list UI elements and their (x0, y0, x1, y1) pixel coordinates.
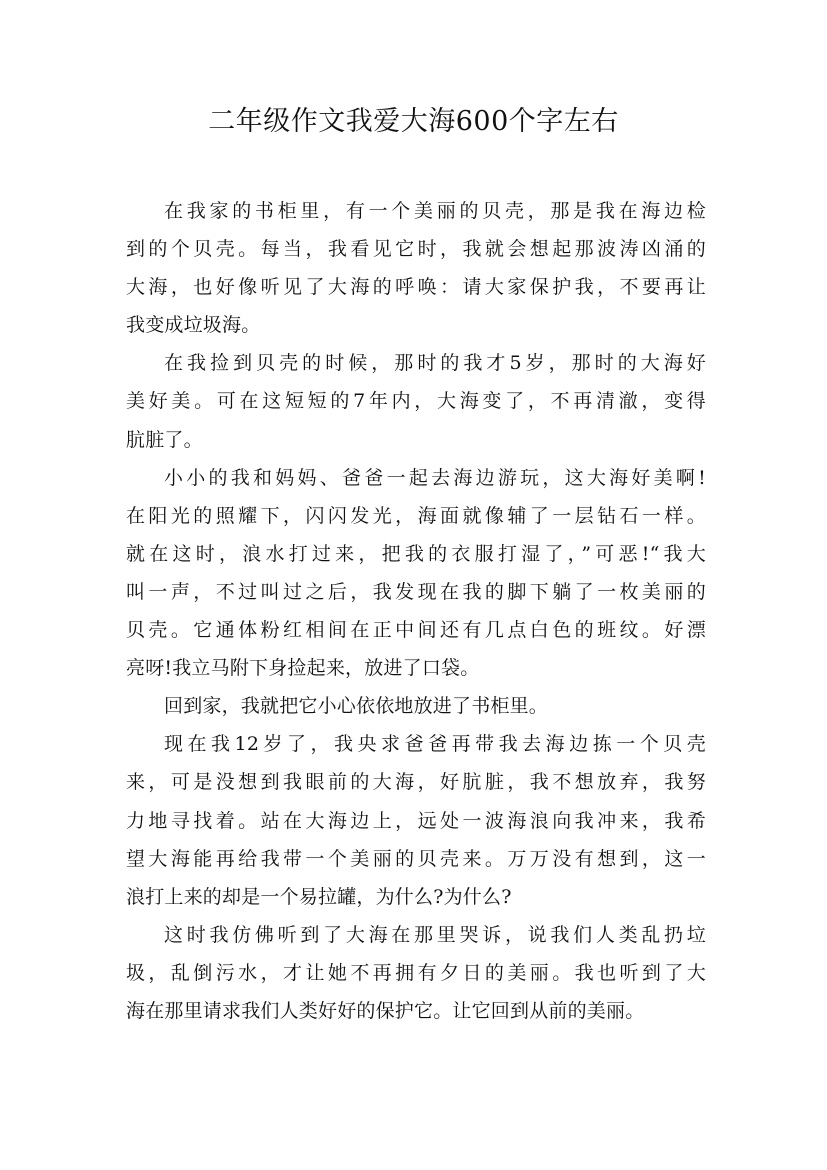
paragraph-line: 美好美。可在这短短的7年内，大海变了，不再清澈，变得 (126, 390, 706, 413)
paragraph-line: 现在我12岁了，我央求爸爸再带我去海边拣一个贝壳 (164, 733, 706, 756)
paragraph-line: 力地寻找着。站在大海边上，远处一波海浪向我冲来，我希 (126, 809, 706, 832)
paragraph (126, 725, 706, 915)
paragraph-line: 在阳光的照耀下，闪闪发光，海面就像辅了一层钻石一样。 (126, 504, 706, 527)
paragraph-line: 我变成垃圾海。 (126, 314, 261, 337)
paragraph (126, 916, 706, 1030)
paragraph-line: 海在那里请求我们人类好好的保护它。让它回到从前的美丽。 (126, 999, 645, 1022)
paragraph-line: 望大海能再给我带一个美丽的贝壳来。万万没有想到，这一 (126, 847, 706, 870)
paragraph-line: 肮脏了。 (126, 428, 203, 451)
paragraph-line: 来，可是没想到我眼前的大海，好肮脏，我不想放弃，我努 (126, 771, 706, 794)
document-body (126, 192, 706, 1030)
paragraph-line: 这时我仿佛听到了大海在那里哭诉，说我们人类乱扔垃 (164, 923, 706, 946)
paragraph-line: 到的个贝壳。每当，我看见它时，我就会想起那波涛凶涌的 (126, 238, 706, 261)
paragraph-line: 在我捡到贝壳的时候，那时的我才5岁，那时的大海好 (164, 352, 706, 375)
paragraph-line: 大海，也好像听见了大海的呼唤：请大家保护我，不要再让 (126, 276, 706, 299)
paragraph-line: 浪打上来的却是一个易拉罐，为什么?为什么? (126, 885, 512, 908)
paragraph-line: 在我家的书柜里，有一个美丽的贝壳，那是我在海边检 (164, 200, 706, 222)
paragraph (126, 687, 706, 725)
document-title: 二年级作文我爱大海600个字左右 (208, 106, 619, 137)
paragraph (126, 459, 706, 688)
paragraph-line: 贝壳。它通体粉红相间在正中间还有几点白色的班纹。好漂 (126, 619, 706, 642)
paragraph-line: 回到家，我就把它小心依依地放进了书柜里。 (164, 695, 549, 718)
paragraph-line: 小小的我和妈妈、爸爸一起去海边游玩，这大海好美啊! (164, 466, 706, 489)
paragraph-line: 亮呀!我立马附下身捡起来，放进了口袋。 (126, 657, 480, 680)
paragraph (126, 344, 706, 458)
paragraph-line: 圾，乱倒污水，才让她不再拥有夕日的美丽。我也听到了大 (126, 961, 706, 984)
paragraph (126, 192, 706, 344)
paragraph-line: 就在这时，浪水打过来，把我的衣服打湿了，”可恶!“我大 (126, 542, 706, 565)
paragraph-line: 叫一声，不过叫过之后，我发现在我的脚下躺了一枚美丽的 (126, 580, 706, 603)
